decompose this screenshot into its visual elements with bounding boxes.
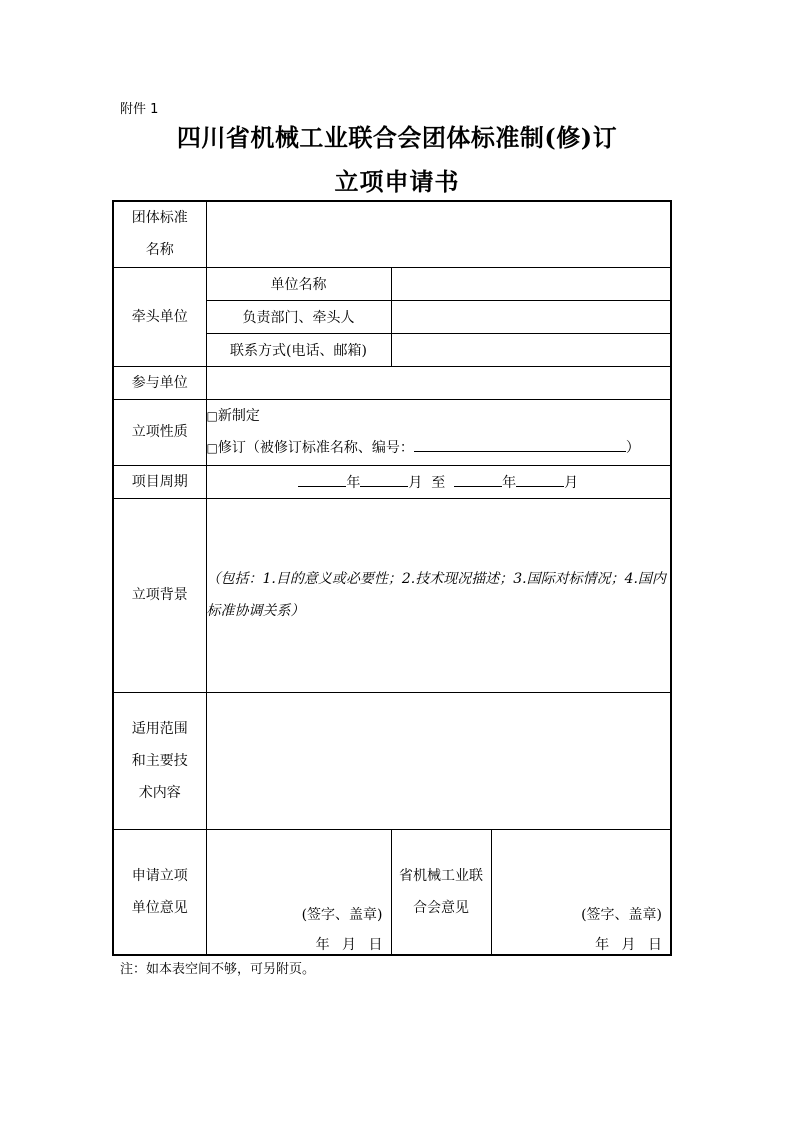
application-form-table	[112, 200, 672, 956]
federation-date: 年 月 日	[595, 936, 662, 953]
document-title: 四川省机械工业联合会团体标准制(修)订	[176, 123, 618, 152]
background-hint: （包括：1.目的意义或必要性；2.技术现况描述；3.国际对标情况；4.国内标准协调关系）	[206, 571, 666, 619]
option-new-label: 新制定	[217, 408, 260, 424]
federation-opinion-label: 省机械工业联合会意见	[391, 829, 491, 955]
close-paren: ）	[625, 440, 640, 456]
year-text: 年	[502, 474, 517, 491]
start-month-blank[interactable]	[360, 472, 408, 487]
footnote: 注：如本表空间不够，可另附页。	[120, 962, 316, 977]
unit-name-field[interactable]	[391, 267, 671, 300]
applicant-opinion-field[interactable]	[206, 829, 391, 955]
participants-label: 参与单位	[113, 366, 206, 399]
contact-field[interactable]	[391, 333, 671, 366]
lead-unit-label: 牵头单位	[113, 267, 206, 366]
month-text: 月	[408, 474, 423, 491]
nature-options	[206, 399, 671, 465]
applicant-signature: (签字、盖章)	[301, 906, 383, 923]
dept-lead-field[interactable]	[391, 300, 671, 333]
period-field	[206, 465, 671, 498]
month-text: 月	[564, 474, 579, 491]
revised-standard-blank[interactable]	[414, 437, 626, 452]
option-revise[interactable]	[207, 432, 671, 464]
year-text: 年	[346, 474, 361, 491]
contact-label: 联系方式(电话、邮箱)	[206, 333, 391, 366]
unit-name-label: 单位名称	[206, 267, 391, 300]
participants-field[interactable]	[206, 366, 671, 399]
attachment-label: 附件 1	[120, 102, 159, 117]
applicant-date: 年 月 日	[315, 936, 383, 953]
to-text: 至	[431, 474, 446, 491]
nature-label: 立项性质	[113, 399, 206, 465]
standard-name-label: 团体标准名称	[113, 201, 206, 267]
federation-opinion-field[interactable]	[491, 829, 671, 955]
applicant-opinion-label: 申请立项单位意见	[113, 829, 206, 955]
checkbox-new-icon[interactable]: □	[206, 409, 218, 423]
dept-lead-label: 负责部门、牵头人	[206, 300, 391, 333]
background-field[interactable]	[206, 498, 671, 692]
start-year-blank[interactable]	[298, 472, 346, 487]
checkbox-revise-icon[interactable]: □	[206, 441, 218, 455]
period-label: 项目周期	[113, 465, 206, 498]
federation-signature: (签字、盖章)	[581, 906, 662, 923]
background-label: 立项背景	[113, 498, 206, 692]
end-year-blank[interactable]	[454, 472, 502, 487]
scope-label: 适用范围和主要技术内容	[113, 692, 206, 829]
option-revise-label: 修订（被修订标准名称、编号：	[217, 440, 414, 456]
document-subtitle: 立项申请书	[334, 167, 460, 196]
standard-name-field[interactable]	[206, 201, 671, 267]
end-month-blank[interactable]	[516, 472, 564, 487]
option-new[interactable]	[207, 400, 671, 432]
scope-field[interactable]	[206, 692, 671, 829]
